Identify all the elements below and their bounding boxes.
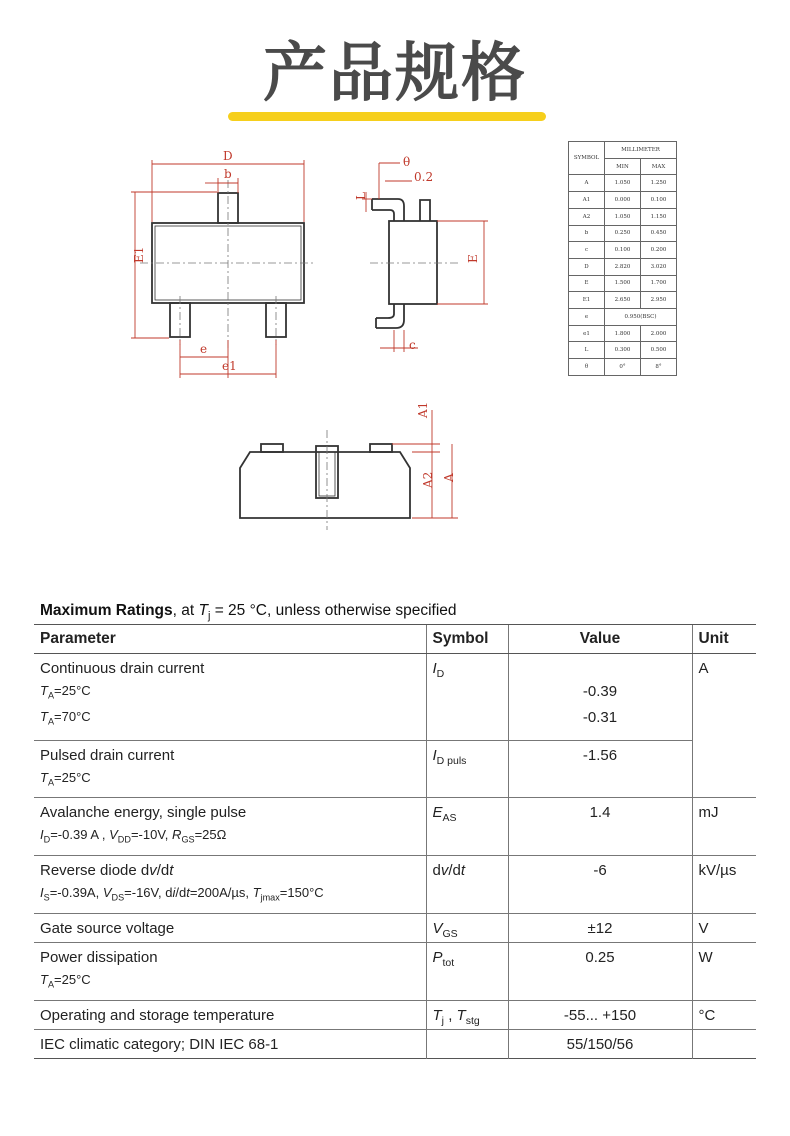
dim-row: e 0.950(BSC): [569, 309, 677, 326]
dim-row: θ 0° 8°: [569, 359, 677, 376]
dim-label-D: D: [223, 149, 233, 163]
dim-row: A2 1.050 1.150: [569, 208, 677, 225]
dim-row: A 1.050 1.250: [569, 175, 677, 192]
table-row: IEC climatic category; DIN IEC 68-1 55/150/56: [34, 1030, 756, 1059]
ratings-header-row: [34, 625, 756, 654]
dim-label-e: e: [200, 342, 208, 356]
dim-label-L: L: [354, 192, 368, 200]
dim-label-E: E: [466, 254, 480, 263]
dim-row: e1 1.800 2.000: [569, 325, 677, 342]
table-row: Continuous drain current $T_A=25^\circ C$ $T_A=70^\circ C$ $I_D$ -0.39 -0.31 A: [34, 654, 756, 741]
dim-label-c: c: [409, 338, 416, 352]
ratings-caption: Maximum Ratings, at $T_j = 25$ °C, unless otherwise specified: [40, 602, 457, 623]
side-view-body: [389, 221, 437, 304]
dim-label-e1: e1: [222, 359, 237, 373]
dim-label-E1: E1: [132, 246, 146, 263]
front-view-body: [240, 452, 410, 518]
dim-label-theta: θ: [403, 155, 411, 169]
dim-label-A1: A1: [416, 401, 430, 418]
dim-row: E1 2.650 2.950: [569, 292, 677, 309]
ratings-table: [34, 624, 756, 1059]
table-row: Avalanche energy, single pulse $I_D=-0.39$ A , $V_{DD}=-10V$, $R_{GS}=25\Omega$ $E_{AS}$ 1.4 mJ: [34, 798, 756, 856]
dim-header-min: MIN: [605, 158, 641, 175]
header-parameter: Parameter: [34, 625, 426, 654]
header-value: Value: [508, 625, 692, 654]
dim-row: b 0.250 0.450: [569, 225, 677, 242]
dim-label-A2: A2: [421, 471, 435, 488]
dim-row: A1 0.000 0.100: [569, 192, 677, 209]
table-row: Gate source voltage $V_{GS}$ ±12 V: [34, 914, 756, 943]
dim-label-theta-value: 0.2: [414, 170, 434, 184]
header-symbol: Symbol: [426, 625, 508, 654]
header-unit: Unit: [692, 625, 756, 654]
table-row: Operating and storage temperature $T_j$ , $T_{stg}$ -55... +150 °C: [34, 1001, 756, 1030]
dim-label-A: A: [442, 473, 456, 482]
dim-row: E 1.500 1.700: [569, 275, 677, 292]
table-row: Pulsed drain current $T_A=25^\circ C$ $I_{D puls}$ -1.56: [34, 741, 756, 798]
dim-header-symbol: SYMBOL: [569, 142, 605, 175]
page-title: 产品规格: [263, 37, 527, 111]
table-row: Power dissipation $T_A=25^\circ C$ $P_{tot}$ 0.25 W: [34, 943, 756, 1001]
dimension-table: [568, 141, 677, 376]
dim-row: c 0.100 0.200: [569, 242, 677, 259]
dim-label-b: b: [224, 167, 232, 181]
dim-row: D 2.820 3.020: [569, 258, 677, 275]
table-row: Reverse diode dv/dt $I_S=-0.39A$, $V_{DS}=-16V$, di/dt=200A/µs, $T_{jmax}=150^\circ C$ dv/dt -6 kV/µs: [34, 856, 756, 914]
dim-header-max: MAX: [640, 158, 676, 175]
dim-row: L 0.300 0.500: [569, 342, 677, 359]
dim-header-millimeter: MILLIMETER: [605, 142, 677, 159]
